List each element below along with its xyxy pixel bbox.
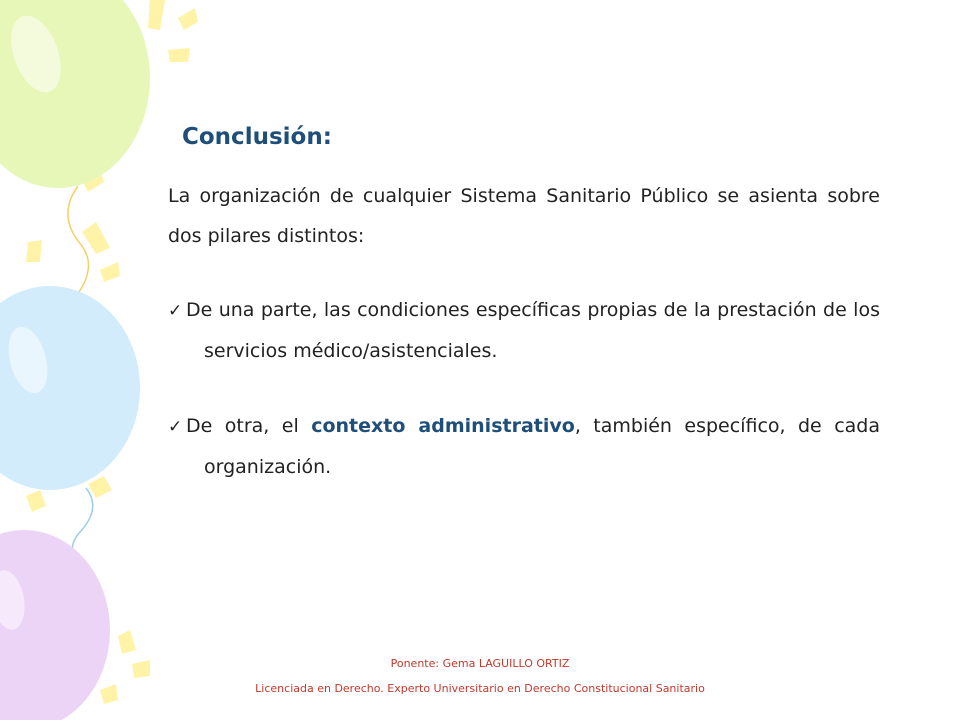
balloon-blue-icon — [0, 286, 140, 572]
checkmark-icon: ✓ — [168, 417, 183, 437]
balloon-green-icon — [0, 0, 150, 306]
intro-paragraph: La organización de cualquier Sistema Sanitario Público se asienta sobre dos pilares distintos: — [168, 185, 880, 247]
footer-credentials: Licenciada en Derecho. Experto Universitario en Derecho Constitucional Sanitario — [255, 682, 705, 695]
bullet-2-text-post: , también específico, de cada organización. — [204, 415, 880, 478]
bullet-item-2 — [168, 406, 880, 487]
bullet-item-1 — [168, 290, 880, 371]
bullet-2-emphasis: contexto administrativo — [311, 415, 575, 437]
bullet-2-text-pre: De otra, el — [186, 415, 312, 437]
checkmark-icon: ✓ — [168, 301, 183, 321]
slide-title: Conclusión: — [182, 124, 332, 150]
bullet-1-text: De una parte, las condiciones específicas propias de la prestación de los servicios médico/asistenciales. — [186, 299, 880, 362]
footer-presenter: Ponente: Gema LAGUILLO ORTIZ — [390, 657, 570, 670]
